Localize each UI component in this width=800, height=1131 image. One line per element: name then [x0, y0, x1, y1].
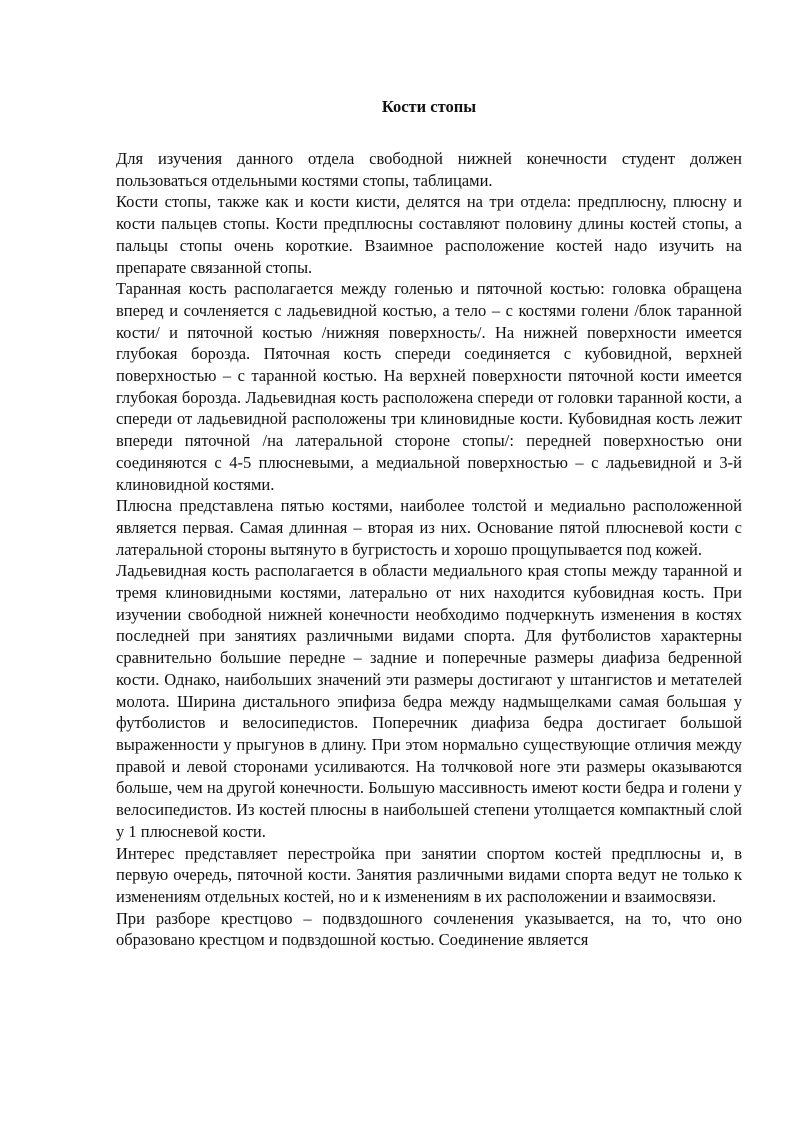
- document-page: [116, 96, 742, 951]
- paragraph-tarsal-rebuild: Интерес представляет перестройка при занятии спортом костей предплюсны и, в первую очередь, пяточной кости. Занятия различными видами спорта ведут не только к изменениям отдельных костей, но и к изменениям в их расположении и взаимосвязи.: [116, 843, 742, 906]
- paragraph-sacroiliac: При разборе крестцово – подвздошного сочленения указывается, на то, что оно образовано крестцом и подвздошной костью. Соединение является: [116, 908, 742, 950]
- paragraph-metatarsus: Плюсна представлена пятью костями, наиболее толстой и медиально расположенной является первая. Самая длинная – вторая из них. Основание пятой плюсневой кости с латеральной стороны вытянуто в бугристость и хорошо прощупывается под кожей.: [116, 496, 742, 559]
- paragraph-tarsal-bones: Таранная кость располагается между голенью и пяточной костью: головка обращена вперед и сочленяется с ладьевидной костью, а тело – с костями голени /блок таранной кости/ и пяточной костью /нижняя поверхность/. На нижней поверхности имеется глубокая борозда. Пяточная кость спереди соединяется с кубовидной, верхней поверхностью – с таранной костью. На верхней поверхности пяточной кости имеется глубокая борозда. Ладьевидная кость расположена спереди от головки таранной кости, а спереди от ладьевидной расположены три клиновидные кости. Кубовидная кость лежит впереди пяточной /на латеральной стороне стопы/: передней поверхностью они соединяются с 4-5 плюсневыми, а медиальной поверхностью – с ладьевидной и 3-й клиновидной костями.: [116, 279, 742, 494]
- document-title: Кости стопы: [381, 97, 477, 116]
- paragraph-foot-divisions: Кости стопы, также как и кости кисти, делятся на три отдела: предплюсну, плюсну и кости пальцев стопы. Кости предплюсны составляют половину длины костей стопы, а пальцы стопы очень короткие. Взаимное расположение костей надо изучить на препарате связанной стопы.: [116, 192, 742, 277]
- paragraph-sport-changes: Ладьевидная кость располагается в области медиального края стопы между таранной и тремя клиновидными костями, латерально от них находится кубовидная кость. При изучении свободной нижней конечности необходимо подчеркнуть изменения в костях последней при занятиях различными видами спорта. Для футболистов характерны сравнительно большие передне – задние и поперечные размеры диафиза бедренной кости. Однако, наибольших значений эти размеры достигают у штангистов и метателей молота. Ширина дистального эпифиза бедра между надмыщелками самая большая у футболистов и велосипедистов. Поперечник диафиза бедра достигает большой выраженности у прыгунов в длину. При этом нормально существующие отличия между правой и левой сторонами усиливаются. На толчковой ноге эти размеры оказываются больше, чем на другой конечности. Большую массивность имеют кости бедра и голени у велосипедистов. Из костей плюсны в наибольшей степени утолщается компактный слой у 1 плюсневой кости.: [116, 561, 742, 841]
- paragraph-intro: Для изучения данного отдела свободной нижней конечности студент должен пользоваться отдельными костями стопы, таблицами.: [116, 149, 742, 190]
